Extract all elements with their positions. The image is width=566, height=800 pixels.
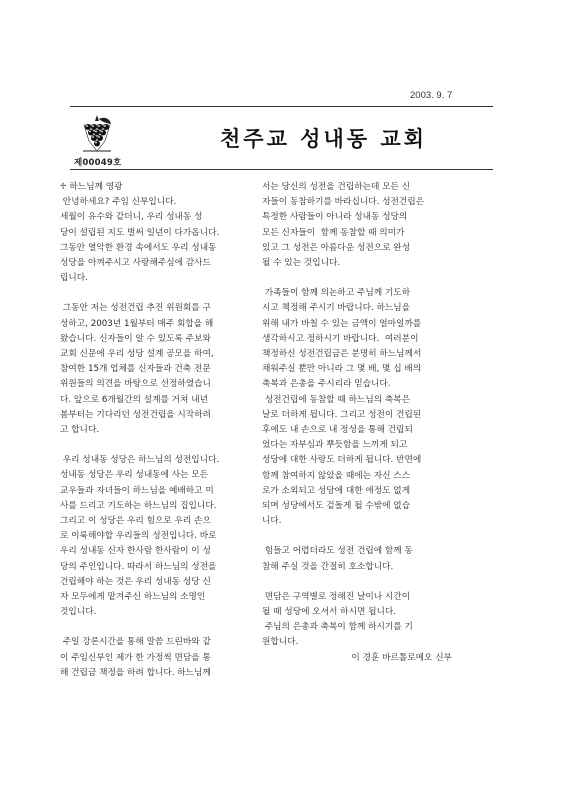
grape-logo-icon <box>80 113 114 153</box>
paragraph: 우리 성내동 성당은 하느님의 성전입니다. 성내동 성당은 우리 성내동에 사는 모든 교우들과 자녀들이 하느님을 예배하고 미 사를 드리고 기도하는 하느님의 집입니다. 그리고 이 성당은 우리 힘으로 우리 손으 로 이룩해야할 우리들의 성전입니다. 바로 우리 성내동 신자 한사람 한사람이 이 성 당의 주인입니다. 따라서 하느님의 성전을 건립해야 하는 것은 우리 성내동 성당 신 자 모두에게 맡겨주신 하느님의 소명인 것입니다. <box>60 455 220 618</box>
issue-date: 2003. 9. 7 <box>410 90 453 101</box>
paragraph: 그동안 저는 성전건립 추진 위원회를 구 성하고, 2003년 1월부터 매주 회합을 해 왔습니다. 신자들이 알 수 있도록 주보와 교회 신문에 우리 성당 설계 공모을 하여, 참여한 15개 업체를 신자들과 건축 전문 위원들의 의견을 바탕으로 선정하였습니 다. 앞으로 6개월간의 설계를 거쳐 내년 봄부터는 기다리던 성전건립을 시작하려 고 합니다. <box>60 303 214 436</box>
paragraph: 가족들이 함께 의논하고 주님께 기도하 시고 책정해 주시기 바랍니다. 하느님을 위해 내가 바칠 수 있는 금액이 얼마일까를 생각하시고 정하시기 바랍니다. 여러분이 책정하신 성전건립금은 분명히 하느님께서 채워주실 뿐만 아니라 그 몇 배, 몇 십 배의 축복과 은총을 주시리라 믿습니다. 성전건립에 동참할 때 하느님의 축복은 날로 더하게 됩니다. 그리고 성전이 건립된 후에도 내 손으로 내 정성을 통해 건립되 었다는 자부심과 뿌듯함을 느끼게 되고 성당에 대한 사랑도 더하게 됩니다. 반면에 함께 참여하지 않았을 때에는 자신 스스 로가 소외되고 성당에 대한 애정도 없게 되며 성당에서도 겉돌게 될 수밖에 없습 니다. <box>262 288 422 527</box>
article-column-right <box>262 180 452 666</box>
article-column-left <box>60 180 250 681</box>
signature: 이 경훈 바르톨로메오 신부 <box>351 652 452 663</box>
newsletter-title: 천주교 성내동 교회 <box>220 127 427 151</box>
paragraph: 주일 강론시간을 통해 말씀 드린바와 같 이 주임신부인 제가 한 가정씩 면담을 통 해 건립금 책정을 하려 합니다. 하느님께 <box>60 637 211 678</box>
paragraph: 힘들고 어렵더라도 성전 건립에 함께 동 참해 주실 것을 간절히 호소합니다. <box>262 546 413 572</box>
article-heading: ♱ 하느님께 영광 <box>60 182 123 192</box>
paragraph: 안녕하세요? 주임 신부입니다. 세월이 유수와 같더니, 우리 성내동 성 당이 설립된 지도 벌써 일년이 다가옵니다. 그동안 열악한 환경 속에서도 우리 성내동 성당을 아껴주시고 사랑해주심에 감사드 립니다. <box>60 197 220 284</box>
masthead <box>70 106 493 170</box>
paragraph: 서는 당신의 성전을 건립하는데 모든 신 자들이 동참하기를 바라십니다. 성전건립은 특정한 사람들이 아니라 성내동 성당의 모든 신자들이 함께 동참할 때 의미가 있고 그 성전은 아름다운 성전으로 완성 될 수 있는 것입니다. <box>262 182 425 269</box>
paragraph: 면담은 구역별로 정해진 날이나 시간이 될 때 성당에 오셔서 하시면 됩니다. 주님의 은총과 축복이 함께 하시기를 기 원합니다. <box>262 591 413 648</box>
issue-number: 제00049호 <box>74 158 122 168</box>
